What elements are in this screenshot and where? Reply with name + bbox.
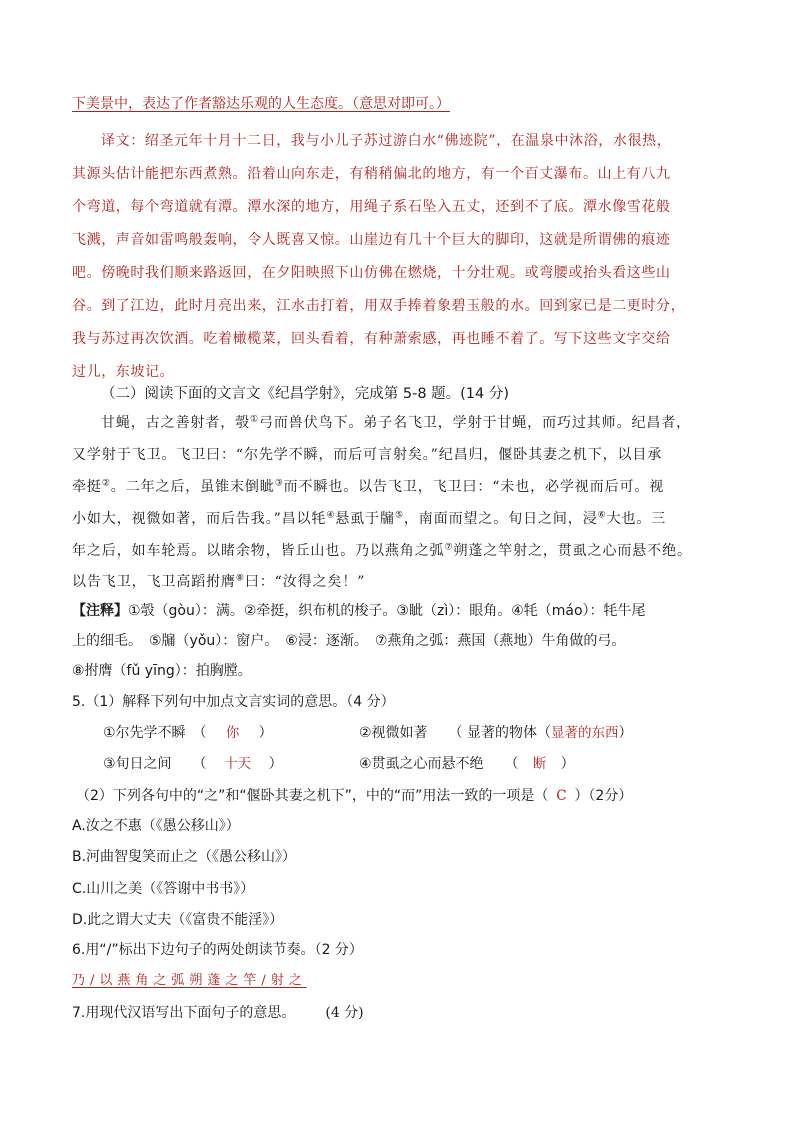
q5-answer-c: 十天 <box>224 756 252 772</box>
classical-text-line-3: 牵挺②。二年之后，虽锥末倒眦③而不瞬也。以告飞卫，飞卫曰：“未也，必学视而后可。视 <box>72 478 665 495</box>
translation-line-2: 其源头估计能把东西煮熟。沿着山向东走，有稍稍偏北的地方，有一个百丈瀑布。山上有八九 <box>72 166 671 182</box>
q5-answer-a: 你 <box>225 725 240 741</box>
question-6-answer: 乃/以燕角之弧朔蓬之竿/射之 <box>72 973 307 988</box>
q5-item-a: ①尔先学不瞬 （ 你 ） <box>103 725 273 741</box>
q5-item-d: ④贯虱之心而悬不绝 （ 断 ） <box>359 756 575 772</box>
notes-label: 【注释】 <box>72 603 128 619</box>
q5-part-2: （2）下列各句中的“之”和“偃卧其妻之机下”，中的“而”用法一致的一项是（ C ）（2分） <box>76 788 633 804</box>
notes-line-1: 【注释】①彀（gòu）：满。②牵挺，织布机的梭子。③眦（zì）：眼角。④牦（máo）：牦牛尾 <box>72 603 646 619</box>
q5-answer-b: 显著的东西 <box>551 725 619 741</box>
answer-conclusion-line: 下美景中，表达了作者豁达乐观的人生态度。（意思对即可。） <box>72 96 450 112</box>
translation-line-3: 个弯道，每个弯道就有潭。潭水深的地方，用绳子系石坠入五丈，还到不了底。潭水像雪花般 <box>72 199 671 215</box>
q5-answer-d: 断 <box>532 756 547 772</box>
option-a: A.汝之不惠（《愚公移山》） <box>72 818 240 834</box>
option-d: D.此之谓大丈夫（《富贵不能淫》） <box>72 912 284 928</box>
translation-line-5: 吧。傍晚时我们顺来路返回，在夕阳映照下山仿佛在燃烧，十分壮观。或弯腰或抬头看这些山 <box>72 265 671 281</box>
translation-line-1: 译文：绍圣元年十月十二日，我与小儿子苏过游白水“佛迹院”，在温泉中沐浴，水很热， <box>101 133 672 149</box>
translation-line-8: 过儿，东坡记。 <box>72 364 175 380</box>
question-5-title: 5.（1）解释下列句中加点文言实词的意思。（4 分） <box>72 694 395 710</box>
q5-part-2-answer: C <box>556 788 567 804</box>
section-title: （二）阅读下面的文言文《纪昌学射》，完成第 5-8 题。(14 分) <box>101 386 510 402</box>
question-7-title: 7.用现代汉语写出下面句子的意思。 (4 分) <box>72 1005 364 1021</box>
classical-text-line-1: 甘蝇，古之善射者，彀①弓而兽伏鸟下。弟子名飞卫，学射于甘蝇，而巧过其师。纪昌者， <box>101 414 692 431</box>
classical-text-line-4: 小如大，视微如著，而后告我。”昌以牦④悬虱于牖⑤，南面而望之。旬日之间，浸⑥大也。三 <box>72 510 667 527</box>
q5-item-c: ③旬日之间 （ 十天 ） <box>103 756 283 772</box>
question-6-title: 6.用“/”标出下边句子的两处朗读节奏。（2 分） <box>72 942 363 958</box>
translation-line-7: 我与苏过再次饮酒。吃着橄榄菜，回头看着，有种萧索感，再也睡不着了。写下这些文字交给 <box>72 331 671 347</box>
notes-line-3: ⑧拊膺（fǔ yīng）：拍胸膛。 <box>72 663 252 679</box>
translation-line-6: 谷。到了江边，此时月亮出来，江水击打着，用双手捧着象碧玉般的水。回到家已是二更时分， <box>72 298 686 314</box>
classical-text-line-5: 年之后，如车轮焉。以睹余物，皆丘山也。乃以燕角之弧⑦朔蓬之竿射之，贯虱之心而悬不绝。 <box>72 542 692 559</box>
classical-text-line-2: 又学射于飞卫。飞卫曰：“尔先学不瞬，而后可言射矣。”纪昌归，偃卧其妻之机下，以目承 <box>72 447 663 463</box>
option-c: C.山川之美（《答谢中书书》） <box>72 881 255 897</box>
notes-line-2: 上的细毛。 ⑤牖（yǒu）：窗户。 ⑥浸：逐渐。 ⑦燕角之弧：燕国（燕地）牛角做的弓。 <box>72 633 626 649</box>
translation-line-4: 飞溅，声音如雷鸣般轰响，令人既喜又惊。山崖边有几十个巨大的脚印，这就是所谓佛的痕迹 <box>72 232 671 248</box>
classical-text-line-6: 以告飞卫，飞卫高蹈拊膺⑧曰：“汝得之矣！” <box>72 573 366 590</box>
option-b: B.河曲智叟笑而止之（《愚公移山》） <box>72 849 297 865</box>
q5-item-b: ②视微如著 （ 显著的物体（显著的东西） <box>359 725 633 741</box>
